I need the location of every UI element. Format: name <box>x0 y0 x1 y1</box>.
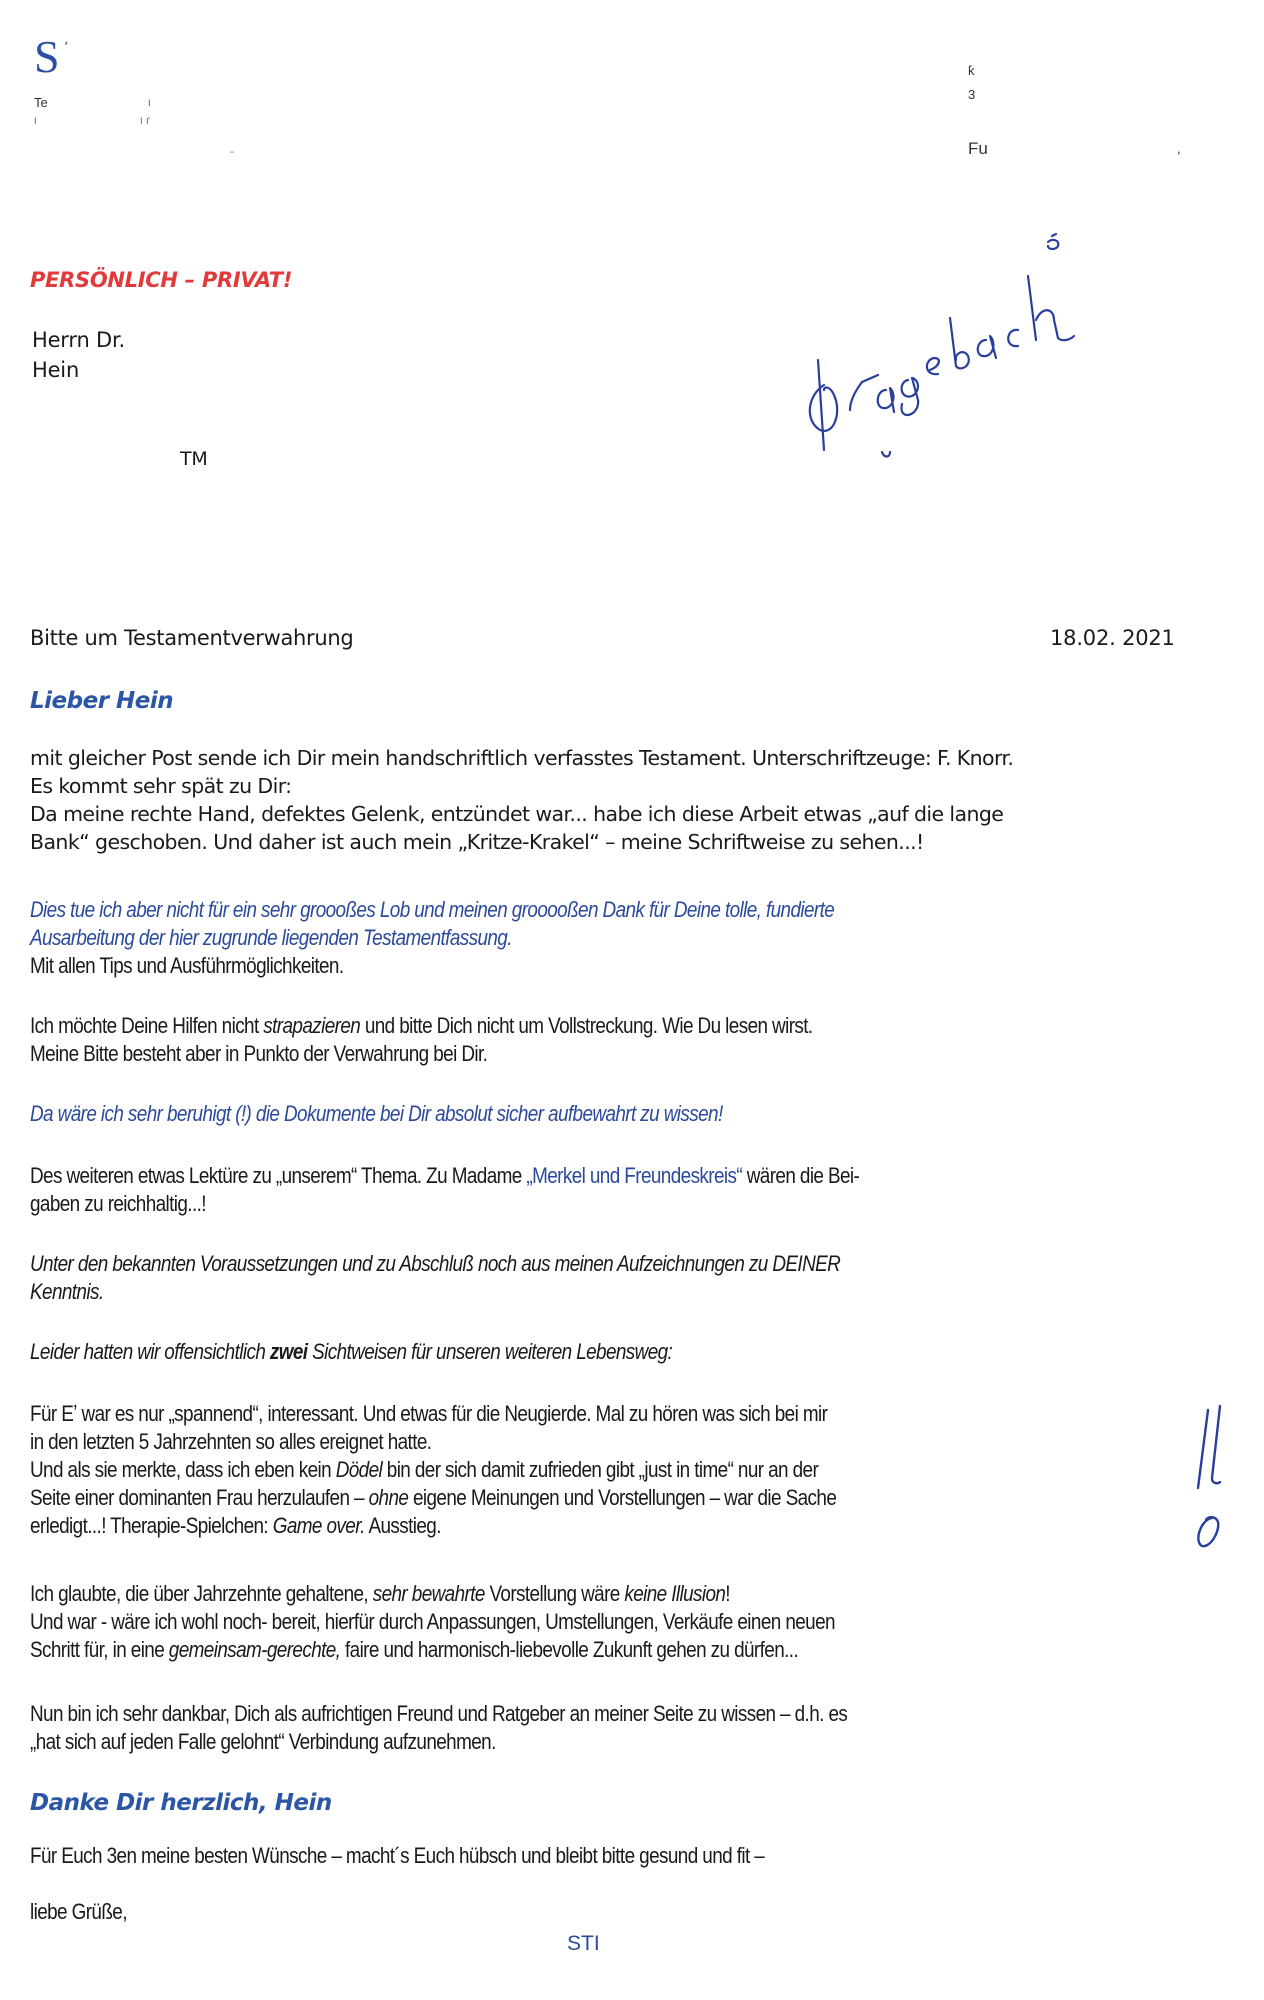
emphasis: gemeinsam-gerechte, <box>168 1637 341 1662</box>
paragraph-reassured <box>30 1100 1200 1128</box>
highlighted-reference: „Merkel und Freundeskreis“ <box>526 1163 743 1188</box>
letterhead-right-line-2: 3 <box>968 87 976 102</box>
paragraph-testament-sent <box>30 744 1200 856</box>
text-line: Da meine rechte Hand, defektes Gelenk, entzündet war... habe ich diese Arbeit etwas „auf die lange <box>30 802 1004 826</box>
text-line: Dies tue ich aber nicht für ein sehr groooßes Lob und meinen grooooßen Dank für Deine tolle, fundierte <box>30 897 835 922</box>
text-line: gaben zu reichhaltig...! <box>30 1191 206 1216</box>
text-line: in den letzten 5 Jahrzehnten so alles ereignet hatte. <box>30 1429 432 1454</box>
text-line: Bank“ geschoben. Und daher ist auch mein „Kritze-Krakel“ – meine Schriftweise zu sehen...! <box>30 830 924 854</box>
emphasis: keine Illusion <box>624 1581 726 1606</box>
letter-subject: Bitte um Testamentverwahrung <box>30 626 354 650</box>
letterhead-right-line-3-tail: , <box>1177 141 1181 156</box>
recipient-name: Hein <box>32 358 80 382</box>
text-line: mit gleicher Post sende ich Dir mein handschriftlich verfasstes Testament. Unterschriftzeuge: F. Knorr. <box>30 746 1014 770</box>
text-line: Meine Bitte besteht aber in Punkto der Verwahrung bei Dir. <box>30 1041 488 1066</box>
text-line: liebe Grüße, <box>30 1899 127 1924</box>
handwritten-margin-marks <box>1190 1400 1250 1550</box>
text-line: Ausarbeitung der hier zugrunde liegenden Testamentfassung. <box>30 925 512 950</box>
paragraph-gratitude <box>30 1700 1200 1756</box>
letterhead-logo-mark: ʼ <box>64 40 69 56</box>
paragraph-reading-material <box>30 1162 1200 1218</box>
text-line: Für Euch 3en meine besten Wünsche – macht´s Euch hübsch und bleibt bitte gesund und fit – <box>30 1843 765 1868</box>
text-line: „hat sich auf jeden Falle gelohnt“ Verbindung aufzunehmen. <box>30 1729 496 1754</box>
text-line: Und als sie merkte, dass ich eben kein Dödel bin der sich damit zufrieden gibt „just in time“ nur an der <box>30 1457 819 1482</box>
signature: STI <box>567 1932 600 1955</box>
closing-wishes <box>30 1842 1200 1870</box>
text-line: erledigt...! Therapie-Spielchen: Game over. Ausstieg. <box>30 1513 441 1538</box>
letterhead-left-line-2-tail: ι ɾ <box>140 113 150 127</box>
letterhead-right-line-1: ƙ <box>968 63 975 78</box>
letterhead-left-line-2: ι <box>34 113 37 127</box>
emphasis: sehr bewahrte <box>372 1581 485 1606</box>
greeting: Lieber Hein <box>30 688 174 714</box>
text-line: Seite einer dominanten Frau herzulaufen – ohne eigene Meinungen und Vorstellungen – war die Sache <box>30 1485 837 1510</box>
text-line: Des weiteren etwas Lektüre zu „unserem“ Thema. Zu Madame „Merkel und Freundeskreis“ wären die Bei- <box>30 1163 860 1188</box>
letterhead-left-line-1: Te <box>34 95 48 110</box>
text-line: Und war - wäre ich wohl noch- bereit, hierfür durch Anpassungen, Umstellungen, Verkäufe einen neuen <box>30 1609 835 1634</box>
letterhead-logo: S <box>34 31 60 82</box>
paragraph-story <box>30 1400 1200 1540</box>
emphasis: Game over. <box>272 1513 365 1538</box>
paragraph-notes <box>30 1250 1200 1306</box>
emphasis: Dödel <box>335 1457 383 1482</box>
text-line: Ich möchte Deine Hilfen nicht strapazieren und bitte Dich nicht um Vollstreckung. Wie Du lesen wirst. <box>30 1013 813 1038</box>
text-line: Für Eʼ war es nur „spannend“, interessant. Und etwas für die Neugierde. Mal zu hören was sich bei mir <box>30 1401 828 1426</box>
sign-off <box>30 1898 1200 1926</box>
paragraph-thanks-praise <box>30 896 1200 980</box>
text-line: Ich glaubte, die über Jahrzehnte gehaltene, sehr bewahrte Vorstellung wäre keine Illusion! <box>30 1581 730 1606</box>
emphasis: ohne <box>368 1485 409 1510</box>
text-line: Mit allen Tips und Ausführmöglichkeiten. <box>30 953 344 978</box>
recipient-salutation: Herrn Dr. <box>32 328 125 352</box>
letterhead-dash: - <box>230 144 234 158</box>
emphasis-bold: zwei <box>269 1339 308 1364</box>
paragraph-request-custody <box>30 1012 1200 1068</box>
letterhead-right-line-3: Fu <box>968 139 988 158</box>
letter-date: 18.02. 2021 <box>1050 626 1175 650</box>
closing-thanks: Danke Dir herzlich, Hein <box>30 1790 332 1816</box>
emphasis: strapazieren <box>263 1013 361 1038</box>
paragraph-two-views <box>30 1338 1200 1366</box>
letterhead-left-line-1-tail: ι <box>148 95 151 109</box>
text-line: Da wäre ich sehr beruhigt (!) die Dokumente bei Dir absolut sicher aufbewahrt zu wissen! <box>30 1101 723 1126</box>
text-line: Nun bin ich sehr dankbar, Dich als aufrichtigen Freund und Ratgeber an meiner Seite zu wissen – d.h. es <box>30 1701 848 1726</box>
text-line: Unter den bekannten Voraussetzungen und zu Abschluß noch aus meinen Aufzeichnungen zu DEINER <box>30 1251 841 1276</box>
priority-stamp: PERSÖNLICH – PRIVAT! <box>30 268 293 292</box>
text-line: Schritt für, in eine gemeinsam-gerechte, faire und harmonisch-liebevolle Zukunft gehen zu dürfen... <box>30 1637 799 1662</box>
recipient-city: TM <box>180 448 208 470</box>
text-line: Es kommt sehr spät zu Dir: <box>30 774 292 798</box>
text-line: Kenntnis. <box>30 1279 104 1304</box>
text-line: Leider hatten wir offensichtlich zwei Sichtweisen für unseren weiteren Lebensweg: <box>30 1339 673 1364</box>
handwritten-tagebuch-annotation <box>790 190 1090 480</box>
paragraph-belief <box>30 1580 1200 1664</box>
